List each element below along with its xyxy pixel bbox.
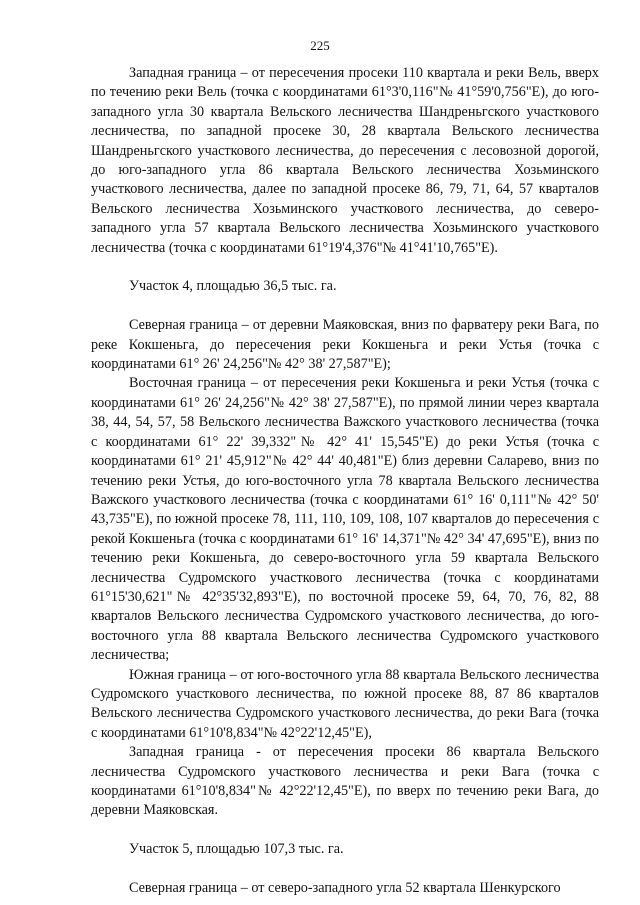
- paragraph-spacer: [91, 297, 599, 316]
- page-number: 225: [310, 38, 330, 53]
- plot-4-northern-boundary: Северная граница – от деревни Маяковская, вниз по фарватеру реки Вага, по реке Кокшеньга, до пересечения реки Кокшеньга и реки Устья (точка с координатами 61° 26' 24,256"№ 42° 38' 27,587"E);: [91, 317, 599, 373]
- plot-5-northern-boundary: Северная граница – от северо-западного угла 52 квартала Шенкурского: [129, 880, 561, 896]
- plot-4-eastern-boundary: Восточная граница – от пересечения реки Кокшеньга и реки Устья (точка с координатами 61° 26' 24,256"№ 42° 38' 27,587"E), по прямой линии через квартала 38, 44, 54, 57, 58 Вельского лесничества Важского участкового лесничества (точка с координатами 61° 22' 39,332"№ 42° 41' 15,545"E) до реки Устья (точка с координатами 61° 21' 45,912"№ 42° 44' 40,481"E) близ деревни Саларево, вниз по течению реки Устья, до юго-восточного угла 78 квартала Вельского лесничества Важского участкового лесничества (точка с координатами 61° 16' 0,111"№ 42° 50' 43,735"E), по южной просеке 78, 111, 110, 109, 108, 107 кварталов до пересечения с рекой Кокшеньга (точка с координатами 61° 16' 14,371"№ 42° 34' 47,695"E), вниз по течению реки Кокшеньга, до северо-восточного угла 59 квартала Вельского лесничества Судромского участкового лесничества (точка с координатами 61°15'30,621"№ 42°35'32,893"E), по восточной просеке 59, 64, 70, 76, 82, 88 кварталов Вельского лесничества Судромского участкового лесничества, до юго-восточного угла 88 квартала Вельского лесничества Судромского участкового лесничества;: [91, 375, 599, 664]
- document-body: [91, 64, 599, 898]
- western-boundary-paragraph: Западная граница – от пересечения просеки 110 квартала и реки Вель, вверх по течению реки Вель (точка с координатами 61°3'0,116"№ 41°59'0,756"E), до юго-западного угла 30 квартала Вельского лесничества Шандреньгского участкового лесничества, по западной просеке 30, 28 квартала Вельского лесничества Шандреньгского участкового лесничества, до пересечения с лесовозной дорогой, до юго-западного угла 86 квартала Вельского лесничества Хозьминского участкового лесничества, далее по западной просеке 86, 79, 71, 64, 57 кварталов Вельского лесничества Хозьминского участкового лесничества, до северо-западного угла 57 квартала Вельского лесничества Хозьминского участкового лесничества (точка с координатами 61°19'4,376"№ 41°41'10,765"E).: [91, 65, 599, 256]
- plot-4-heading: Участок 4, площадью 36,5 тыс. га.: [129, 278, 337, 295]
- plot-4-southern-boundary: Южная граница – от юго-восточного угла 88 квартала Вельского лесничества Судромского участкового лесничества, по южной просеке 88, 87 86 кварталов Вельского лесничества Судромского участкового лесничества, до реки Вага (точка с координатами 61°10'8,834"№ 42°22'12,45"E),: [91, 666, 599, 741]
- paragraph-spacer: [91, 860, 599, 879]
- plot-5-heading: Участок 5, площадью 107,3 тыс. га.: [129, 841, 344, 858]
- plot-4-western-boundary: Западная граница - от пересечения просеки 86 квартала Вельского лесничества Судромского участкового лесничества и реки Вага (точка с координатами 61°10'8,834"№ 42°22'12,45"E), по вверх по течению реки Вага, до деревни Маяковская.: [91, 744, 599, 819]
- paragraph-spacer: [91, 258, 599, 277]
- paragraph-spacer: [91, 821, 599, 840]
